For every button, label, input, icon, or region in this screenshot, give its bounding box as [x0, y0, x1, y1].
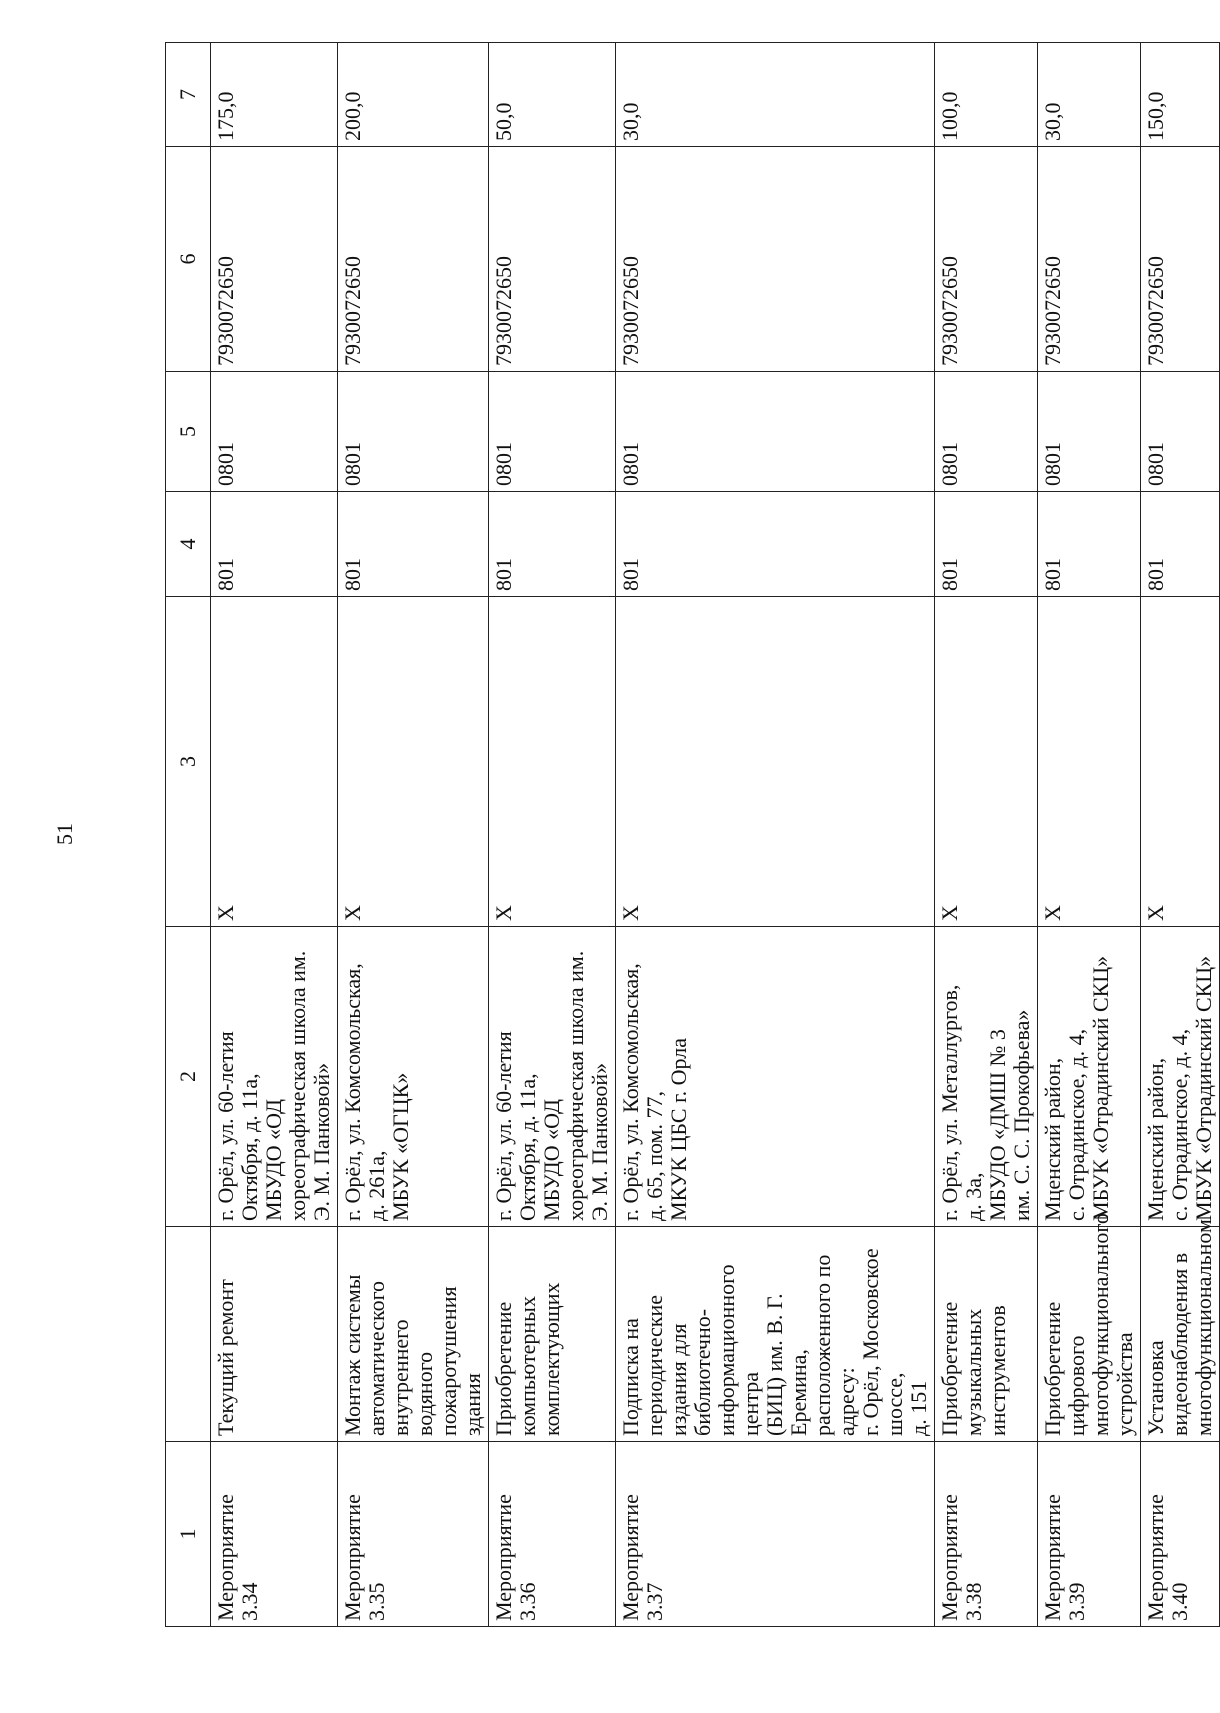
header-col-6: 6 — [166, 147, 211, 372]
cell-col-6: 7930072650 — [1141, 147, 1220, 372]
cell-col-3: Х — [1141, 597, 1220, 927]
cell-col-7: 100,0 — [935, 43, 1038, 147]
cell-col-3: Х — [1038, 597, 1141, 927]
header-col-5: 5 — [166, 372, 211, 492]
cell-col-3: Х — [211, 597, 338, 927]
cell-col-3: Х — [489, 597, 616, 927]
measure-description: Приобретение музыкальных инструментов — [935, 1227, 1038, 1442]
cell-col-6: 7930072650 — [935, 147, 1038, 372]
measure-id: Мероприятие 3.40 — [1141, 1442, 1220, 1627]
table-row — [338, 43, 489, 1627]
cell-col-5: 0801 — [338, 372, 489, 492]
measure-address: г. Орёл, ул. Комсомольская, д. 65, пом. 77, МКУК ЦБС г. Орла — [616, 927, 935, 1227]
table-row — [935, 43, 1038, 1627]
measure-id: Мероприятие 3.35 — [338, 1442, 489, 1627]
cell-col-4: 801 — [935, 492, 1038, 597]
table-row — [1141, 43, 1220, 1627]
measure-id: Мероприятие 3.38 — [935, 1442, 1038, 1627]
cell-col-4: 801 — [338, 492, 489, 597]
table-row — [489, 43, 616, 1627]
measure-description: Монтаж системы автоматического внутреннего водяного пожаротушения здания — [338, 1227, 489, 1442]
cell-col-5: 0801 — [211, 372, 338, 492]
measure-id: Мероприятие 3.34 — [211, 1442, 338, 1627]
cell-col-7: 200,0 — [338, 43, 489, 147]
measure-id: Мероприятие 3.37 — [616, 1442, 935, 1627]
cell-col-5: 0801 — [1141, 372, 1220, 492]
measure-address: Мценский район, с. Отрадинское, д. 4, МБУК «Отрадинский СКЦ» — [1141, 927, 1220, 1227]
header-col-2: 2 — [166, 927, 211, 1227]
cell-col-5: 0801 — [489, 372, 616, 492]
rotated-table-wrapper — [165, 43, 1216, 1627]
measure-address: Мценский район, с. Отрадинское, д. 4, МБУК «Отрадинский СКЦ» — [1038, 927, 1141, 1227]
cell-col-3: Х — [338, 597, 489, 927]
measure-address: г. Орёл, ул. Металлургов, д. 3а, МБУДО «ДМШ № 3 им. С. С. Прокофьева» — [935, 927, 1038, 1227]
measure-address: г. Орёл, ул. Комсомольская, д. 261а, МБУК «ОГЦК» — [338, 927, 489, 1227]
table-row — [211, 43, 338, 1627]
cell-col-4: 801 — [616, 492, 935, 597]
measure-description: Подписка на периодические издания для библиотечно- информационного центра (БИЦ) им. В. Г. Еремина, расположенного по адресу: г. Орёл, Московское шоссе, д. 151 — [616, 1227, 935, 1442]
cell-col-5: 0801 — [616, 372, 935, 492]
cell-col-5: 0801 — [935, 372, 1038, 492]
header-col-7: 7 — [166, 43, 211, 147]
header-row — [166, 43, 211, 1627]
cell-col-6: 7930072650 — [211, 147, 338, 372]
page-number: 51 — [52, 823, 77, 845]
cell-col-4: 801 — [211, 492, 338, 597]
cell-col-7: 50,0 — [489, 43, 616, 147]
measures-table — [165, 42, 1220, 1627]
measure-description: Установка видеонаблюдения в многофункциональном — [1141, 1227, 1220, 1442]
cell-col-4: 801 — [1141, 492, 1220, 597]
header-col-3: 3 — [166, 597, 211, 927]
cell-col-3: Х — [935, 597, 1038, 927]
header-col-4: 4 — [166, 492, 211, 597]
cell-col-7: 175,0 — [211, 43, 338, 147]
measure-description: Приобретение компьютерных комплектующих — [489, 1227, 616, 1442]
cell-col-7: 30,0 — [616, 43, 935, 147]
measure-id: Мероприятие 3.36 — [489, 1442, 616, 1627]
table-row — [1038, 43, 1141, 1627]
measure-address: г. Орёл, ул. 60-летия Октября, д. 11а, МБУДО «ОД хореографическая школа им. Э. М. Панковой» — [211, 927, 338, 1227]
table-row — [616, 43, 935, 1627]
cell-col-7: 150,0 — [1141, 43, 1220, 147]
cell-col-7: 30,0 — [1038, 43, 1141, 147]
measure-id: Мероприятие 3.39 — [1038, 1442, 1141, 1627]
header-col-1b — [166, 1227, 211, 1442]
cell-col-6: 7930072650 — [1038, 147, 1141, 372]
cell-col-6: 7930072650 — [338, 147, 489, 372]
header-col-1: 1 — [166, 1442, 211, 1627]
cell-col-6: 7930072650 — [489, 147, 616, 372]
measure-description: Текущий ремонт — [211, 1227, 338, 1442]
cell-col-4: 801 — [1038, 492, 1141, 597]
cell-col-5: 0801 — [1038, 372, 1141, 492]
cell-col-4: 801 — [489, 492, 616, 597]
measure-address: г. Орёл, ул. 60-летия Октября, д. 11а, МБУДО «ОД хореографическая школа им. Э. М. Панковой» — [489, 927, 616, 1227]
cell-col-3: Х — [616, 597, 935, 927]
measure-description: Приобретение цифрового многофункционального устройства — [1038, 1227, 1141, 1442]
cell-col-6: 7930072650 — [616, 147, 935, 372]
